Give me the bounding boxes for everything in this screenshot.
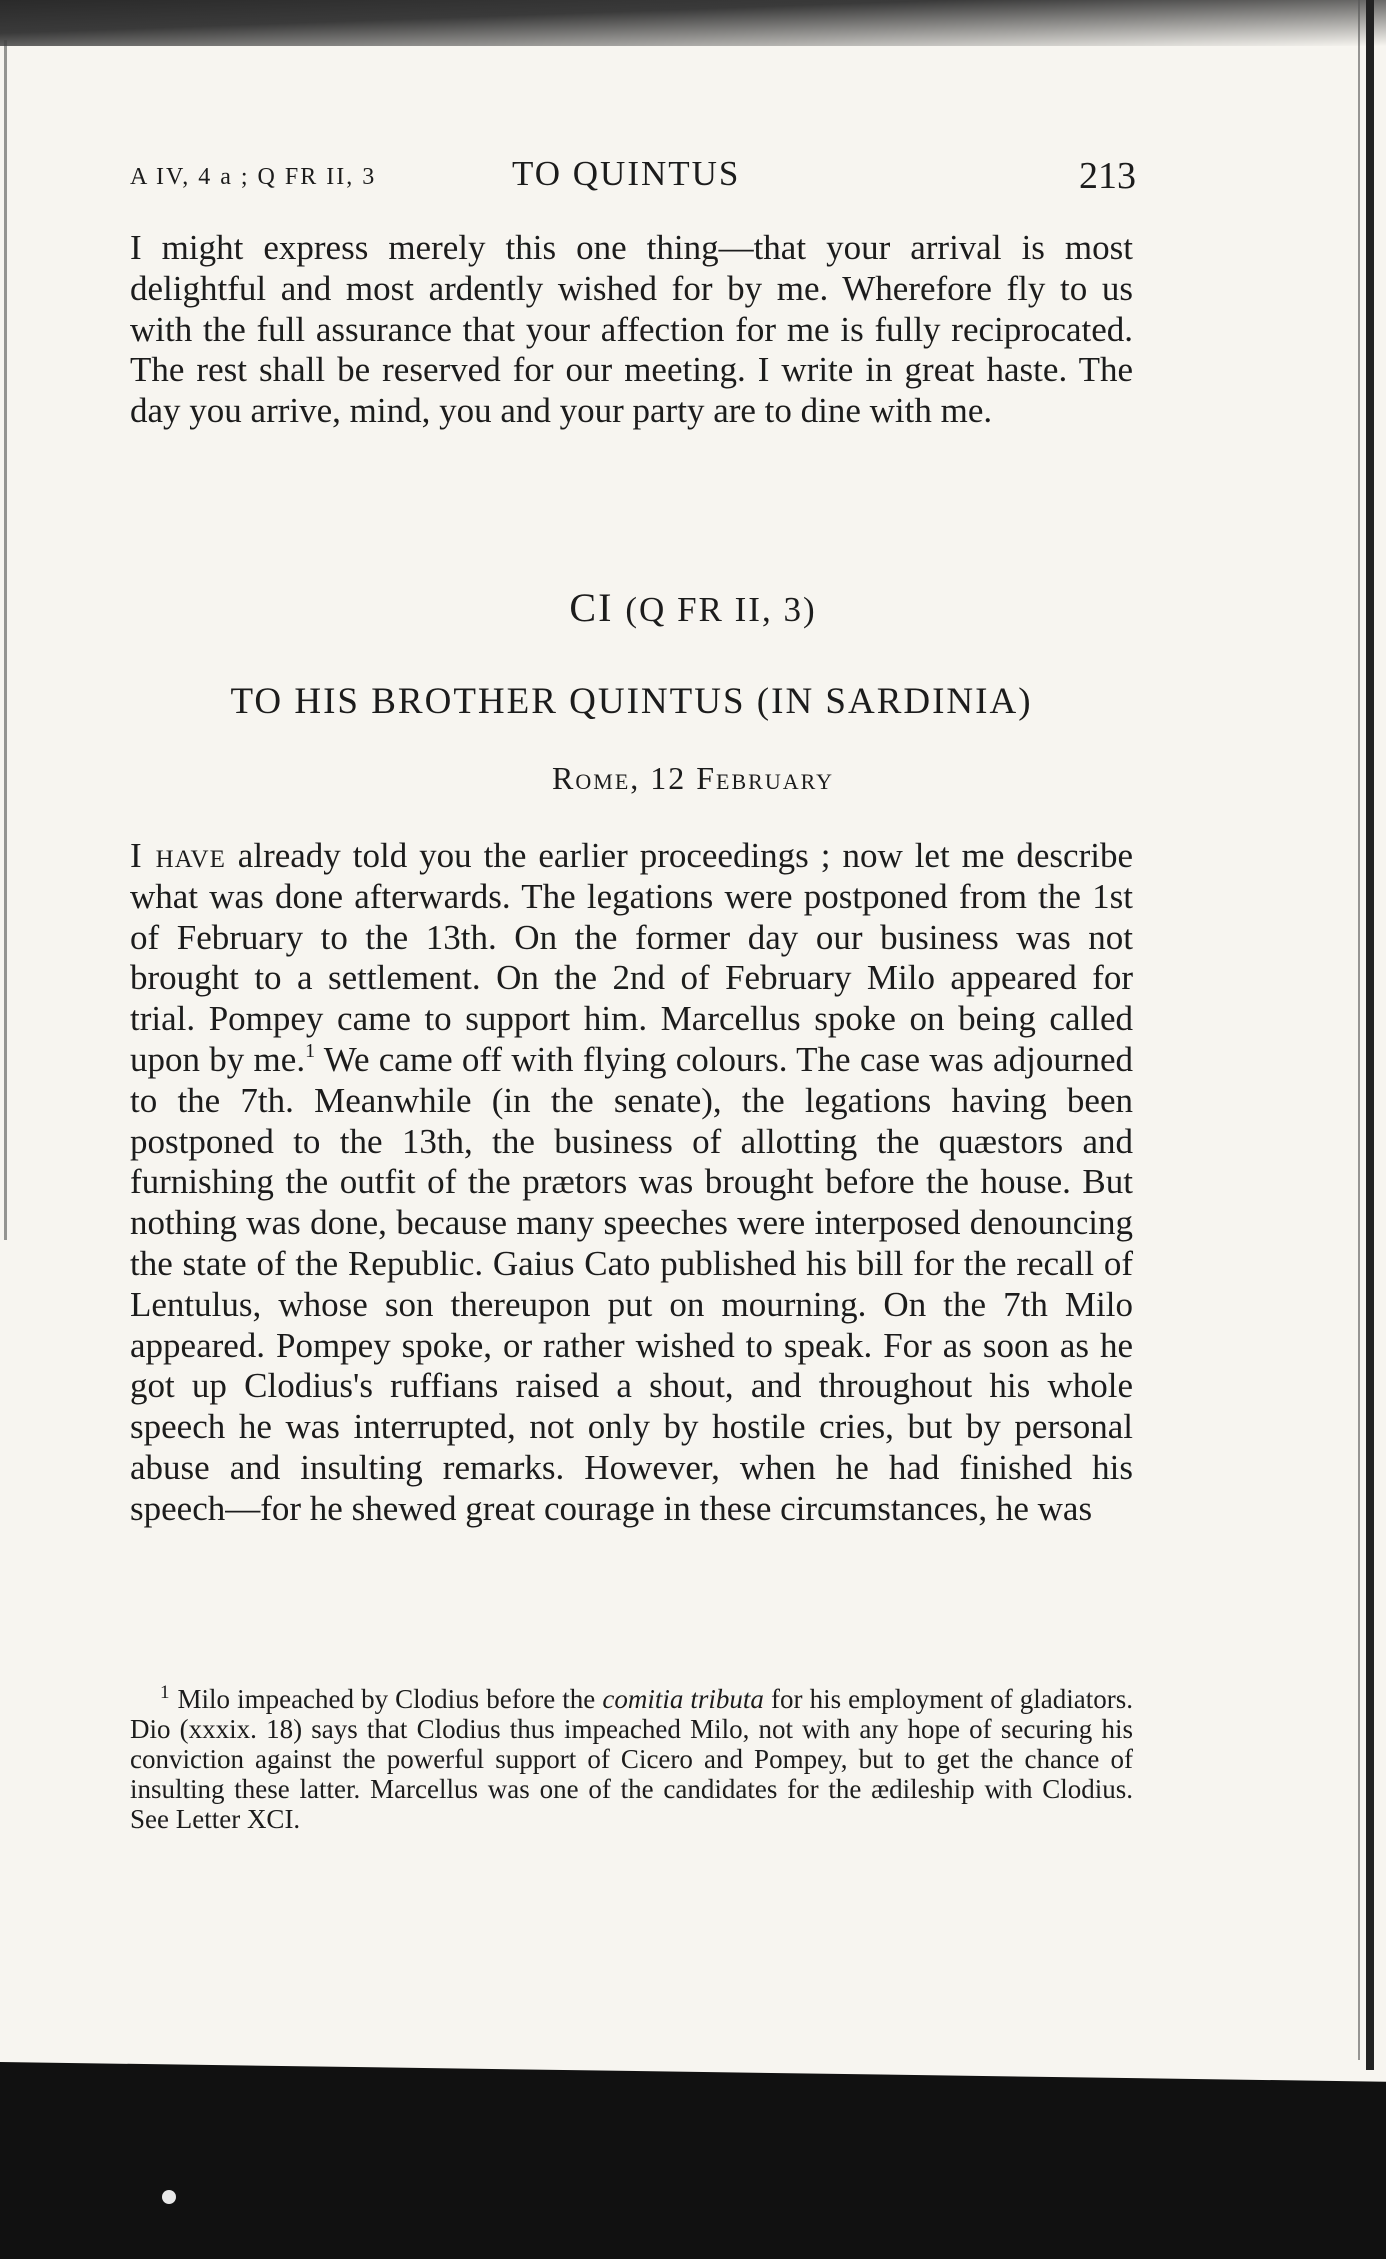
footnote-text-before: Milo impeached by Clodius before the bbox=[177, 1684, 603, 1714]
header-reference: A IV, 4 a ; Q FR II, 3 bbox=[130, 164, 377, 190]
scan-artifact-dot bbox=[162, 2190, 176, 2204]
scan-shadow-bottom bbox=[0, 2062, 1386, 2259]
letter-recipient: TO HIS BROTHER QUINTUS (IN SARDINIA) bbox=[230, 681, 1033, 722]
scan-edge-left bbox=[4, 40, 7, 1240]
scan-edge-right bbox=[1366, 0, 1374, 2070]
continued-paragraph: I might express merely this one thing—that your arrival is most delightful and most ardently wished for by me. Wherefore fly to us with the full assurance that your affection for me is fully reciprocated. The rest shall be reserved for our meeting. I write in great haste. The day you arrive, mind, you and your party are to dine with me. bbox=[130, 228, 1133, 431]
footnote-number: 1 bbox=[160, 1682, 170, 1703]
letter-heading bbox=[0, 584, 1386, 631]
letter-dateline: Rome, 12 February bbox=[552, 760, 834, 796]
body-text-part1: already told you the earlier proceedings ; now let me describe what was done afterwards. The legations were postponed from the 1st of February to the 13th. On the former day our business was not brought to a settlement. On the 2nd of February Milo appeared for trial. Pompey came to support him. Marcellus spoke on being called upon by me. bbox=[130, 836, 1133, 1079]
page-number: 213 bbox=[1079, 155, 1136, 197]
footnote-text-after: for his employment of gladiators. Dio (xxxix. 18) says that Clodius thus impeached Milo, not with any hope of securing his conviction against the powerful support of Cicero and Pompey, but to get the chance of insulting these latter. Marcellus was one of the candidates for the ædileship with Clodius. See Letter XCI. bbox=[130, 1684, 1133, 1834]
footnote bbox=[130, 1684, 1133, 1834]
running-header bbox=[130, 150, 1136, 200]
opening-words: I have bbox=[130, 836, 226, 875]
scan-shadow-top bbox=[0, 0, 1386, 46]
header-title: TO QUINTUS bbox=[512, 154, 741, 193]
letter-number: CI bbox=[569, 585, 614, 630]
footnote-marker: 1 bbox=[305, 1039, 316, 1062]
body-text-part2: We came off with flying colours. The case was adjourned to the 7th. Meanwhile (in the senate), the legations having been postponed to the 13th, the business of allotting the quæstors and furnishing the outfit of the prætors was brought before the house. But nothing was done, because many speeches were interposed denouncing the state of the Republic. Gaius Cato published his bill for the recall of Lentulus, whose son thereupon put on mourning. On the 7th Milo appeared. Pompey spoke, or rather wished to speak. For as soon as he got up Clodius's ruffians raised a shout, and throughout his whole speech he was interrupted, not only by hostile cries, but by personal abuse and insulting remarks. However, when he had finished his speech—for he shewed great courage in these circumstances, he was bbox=[130, 1039, 1134, 1528]
letter-body bbox=[130, 836, 1133, 1530]
letter-reference: (Q FR II, 3) bbox=[625, 590, 817, 629]
footnote-italic: comitia tributa bbox=[602, 1684, 764, 1714]
scan-edge-right-inner bbox=[1358, 0, 1360, 2060]
